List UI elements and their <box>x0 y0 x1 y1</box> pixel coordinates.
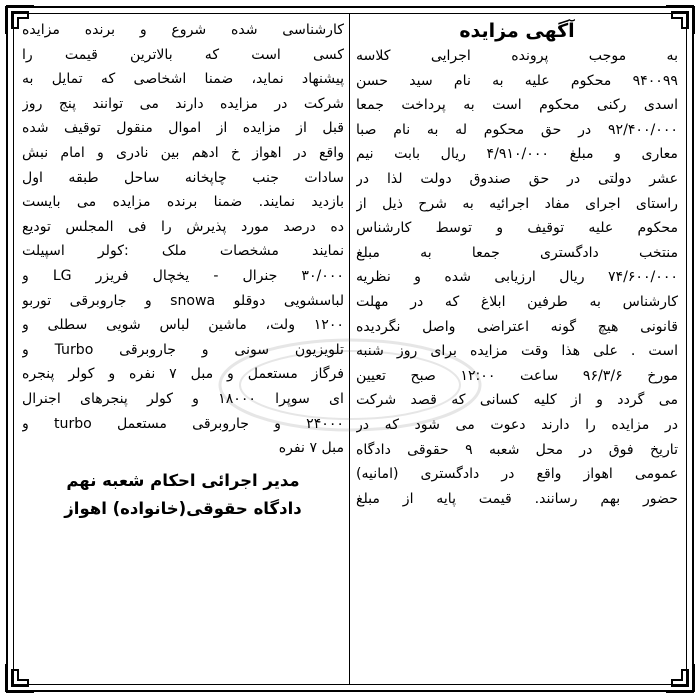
notice-title: آگهی مزایده <box>459 20 575 42</box>
text-line: عمومی اهواز واقع در دادگستری (امانیه) <box>356 466 678 483</box>
text-line: مبل ۷ نفره <box>278 440 344 457</box>
text-line: محکوم علیه توقیف و توسط کارشناس <box>356 220 678 237</box>
text-line: ای سوپرا ۱۸۰۰۰ و کولر پنجرهای اجنرال <box>22 390 344 407</box>
signature-line: دادگاه حقوقی(خانواده) اهواز <box>64 498 302 518</box>
text-line: ۷۴/۶۰۰/۰۰۰ ریال ارزیابی شده و نظریه <box>356 269 678 286</box>
text-line: کسی است که بالاترین قیمت را <box>22 46 344 63</box>
signature-line: مدیر اجرائی احکام شعبه نهم <box>66 470 300 490</box>
left-column-text <box>22 18 344 461</box>
text-line: می گردد و از کلیه کسانی که قصد شرکت <box>356 392 678 409</box>
text-line: لباسشویی دوقلو snowa و جاروبرقی توربو <box>22 292 344 309</box>
text-line: کارشناس به طرفین ابلاغ که در مهلت <box>356 293 678 310</box>
text-line: در مزایده را دارند دعوت می شود که در <box>356 416 678 433</box>
text-line: ۹۴۰۰۹۹ محکوم علیه به نام سید حسن <box>356 72 678 89</box>
text-line: عشر دولتی در حق صندوق دولت لذا در <box>356 170 678 187</box>
corner-ornament-icon <box>4 660 38 694</box>
text-line: پیشنهاد نماید، ضمنا اشخاصی که تمایل به <box>22 71 344 88</box>
text-line: ۲۴۰۰۰ و جاروبرقی مستعمل turbo و <box>22 415 344 432</box>
text-line: راستای اجرای مفاد اجرائیه به شرح ذیل از <box>356 195 678 212</box>
text-line: فرگاز مستعمل و مبل ۷ نفره و کولر پنجره <box>22 366 344 383</box>
text-line: است . علی هذا وقت مزایده برای روز شنبه <box>356 343 678 360</box>
text-line: سادات جنب چاپخانه ساحل طبقه اول <box>22 169 344 186</box>
column-divider <box>349 14 350 684</box>
text-line: حضور بهم رسانند. قیمت پایه از مبلغ <box>356 490 678 507</box>
text-line: قبل از مزایده از اموال منقول توقیف شده <box>22 120 344 137</box>
text-line: تلویزیون سونی و جاروبرقی Turbo و <box>22 341 344 358</box>
text-line: ۱۲۰۰ ولت، ماشین لباس شویی سطلی و <box>22 317 344 334</box>
text-line: قانونی هیچ گونه اعتراضی واصل نگردیده <box>356 318 678 335</box>
text-line: معاری و مبلغ ۴/۹۱۰/۰۰۰ ریال بابت نیم <box>356 146 678 163</box>
left-column <box>22 18 344 523</box>
text-line: اسدی رکنی محکوم است به پرداخت جمعا <box>356 97 678 114</box>
text-line: ده درصد مورد پذیرش را فی المجلس تودیع <box>22 218 344 235</box>
text-line: مورخ ۹۶/۳/۶ ساعت ۱۲:۰۰ صبح تعیین <box>356 367 678 384</box>
text-line: به موجب پرونده اجرایی کلاسه <box>356 48 678 64</box>
text-line: شرکت در مزایده دارند می توانند پنج روز <box>22 95 344 112</box>
corner-ornament-icon <box>662 660 696 694</box>
text-line: کارشناسی شده شروع و برنده مزایده <box>22 22 344 38</box>
text-line: بازدید نمایند. ضمنا برنده مزایده می بایست <box>22 194 344 211</box>
right-column <box>356 18 678 511</box>
text-line: منتخب دادگستری جمعا به مبلغ <box>356 244 678 261</box>
signature-block <box>22 467 344 523</box>
right-column-text <box>356 44 678 511</box>
text-line: نمایند مشخصات ملک :کولر اسپیلت <box>22 243 344 260</box>
text-line: واقع در اهواز خ ادهم بین نادری و امام نبش <box>22 144 344 161</box>
text-line: تاریخ فوق در محل شعبه ۹ حقوقی دادگاه <box>356 441 678 458</box>
text-line: ۳۰/۰۰۰ جنرال - یخچال فریزر LG و <box>22 267 344 284</box>
text-line: ۹۲/۴۰۰/۰۰۰ در حق محکوم له به نام صبا <box>356 121 678 138</box>
